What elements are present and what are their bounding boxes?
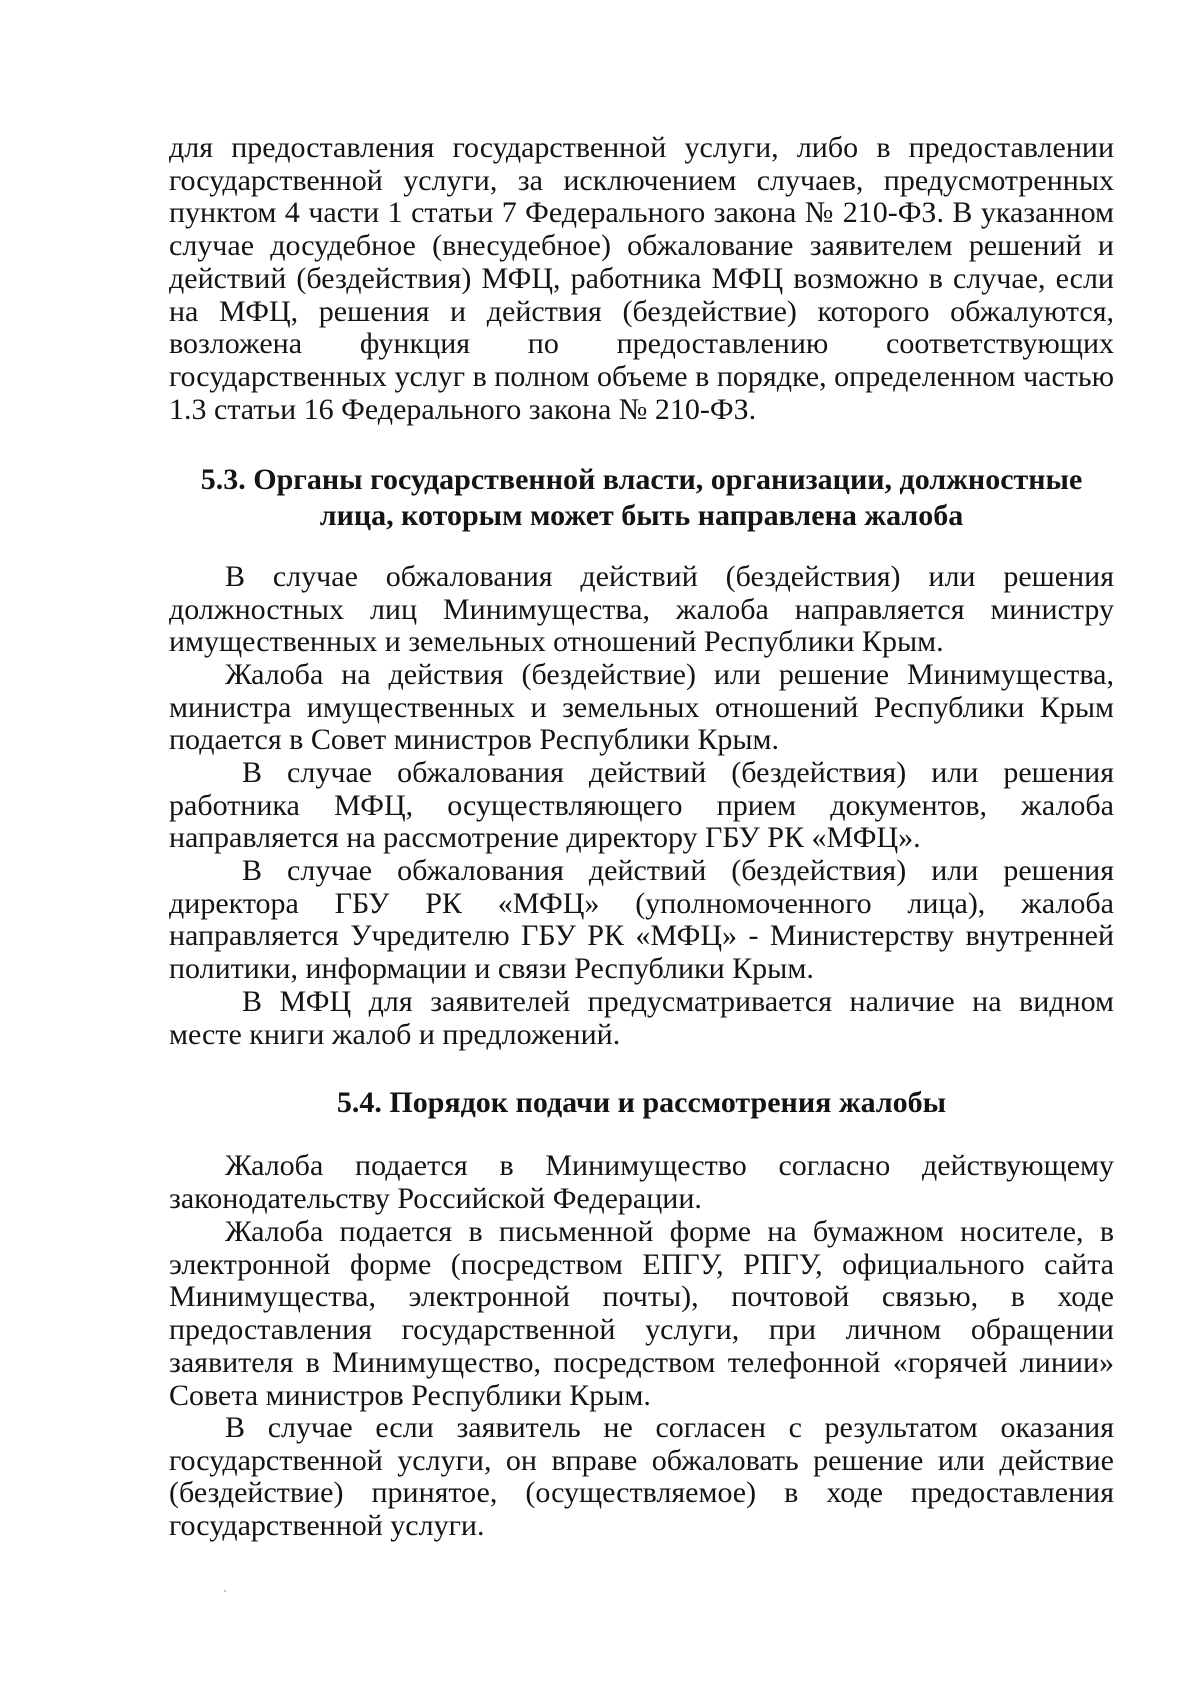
section-5-3-paragraph-2: Жалоба на действия (бездействие) или решение Минимущества, министра имущественных и земельных отношений Республики Крым подается в Совет министров Республики Крым.: [169, 658, 1114, 757]
section-5-4-paragraph-2: Жалоба подается в письменной форме на бумажном носителе, в электронной форме (посредством ЕПГУ, РПГУ, официального сайта Минимущества, электронной почты), почтовой связью, в ходе предоставления государственной услуги, при личном обращении заявителя в Минимущество, посредством телефонной «горячей линии» Совета министров Республики Крым.: [169, 1215, 1114, 1412]
section-5-4-paragraph-3: В случае если заявитель не согласен с результатом оказания государственной услуги, он вправе обжаловать решение или действие (бездействие) принятое, (осуществляемое) в ходе предоставления государственной услуги.: [169, 1411, 1114, 1543]
section-5-3-paragraph-3: В случае обжалования действий (бездействия) или решения работника МФЦ, осуществляющего прием документов, жалоба направляется на рассмотрение директору ГБУ РК «МФЦ».: [169, 756, 1114, 855]
paragraph-continuation: для предоставления государственной услуги, либо в предоставлении государственной услуги, за исключением случаев, предусмотренных пунктом 4 части 1 статьи 7 Федерального закона № 210-ФЗ. В указанном случае досудебное (внесудебное) обжалование заявителем решений и действий (бездействия) МФЦ, работника МФЦ возможно в случае, если на МФЦ, решения и действия (бездействие) которого обжалуются, возложена функция по предоставлению соответствующих государственных услуг в полном объеме в порядке, определенном частью 1.3 статьи 16 Федерального закона № 210-ФЗ.: [169, 131, 1114, 426]
section-5-3-heading: [169, 462, 1114, 534]
section-5-3-heading-line1: 5.3. Органы государственной власти, организации, должностные: [200, 463, 1083, 496]
section-5-3-heading-line2: лица, которым может быть направлена жалоба: [319, 499, 964, 532]
section-5-4-heading: 5.4. Порядок подачи и рассмотрения жалобы: [336, 1086, 947, 1119]
section-5-3-paragraph-5: В МФЦ для заявителей предусматривается наличие на видном месте книги жалоб и предложений.: [169, 985, 1114, 1051]
section-5-3-paragraph-1: В случае обжалования действий (бездействия) или решения должностных лиц Минимущества, жалоба направляется министру имущественных и земельных отношений Республики Крым.: [169, 560, 1114, 659]
section-5-4-paragraph-1: Жалоба подается в Минимущество согласно действующему законодательству Российской Федерации.: [169, 1149, 1114, 1215]
section-5-3-paragraph-4: В случае обжалования действий (бездействия) или решения директора ГБУ РК «МФЦ» (уполномоченного лица), жалоба направляется Учредителю ГБУ РК «МФЦ» - Министерству внутренней политики, информации и связи Республики Крым.: [169, 854, 1114, 986]
scan-speck: [224, 1590, 226, 1592]
